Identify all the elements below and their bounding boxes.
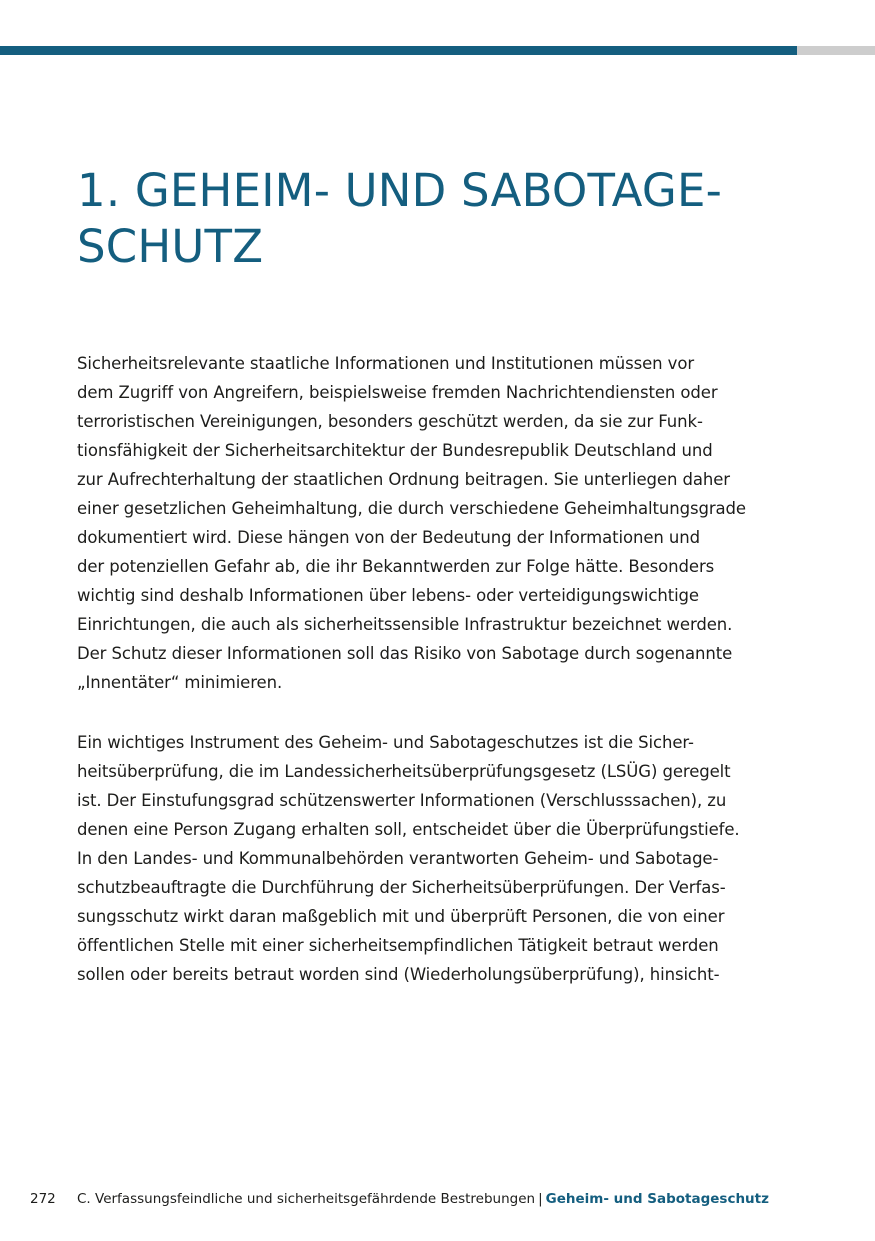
text-line: dokumentiert wird. Diese hängen von der Bedeutung der Informationen und [77, 528, 700, 547]
chapter-title [77, 163, 837, 275]
text-line: In den Landes- und Kommunalbehörden verantworten Geheim- und Sabotage- [77, 849, 719, 868]
text-line: einer gesetzlichen Geheimhaltung, die durch verschiedene Geheimhaltungsgrade [77, 499, 746, 518]
footer-section-path: C. Verfassungsfeindliche und sicherheitsgefährdende Bestrebungen [77, 1191, 536, 1207]
text-line: Einrichtungen, die auch als sicherheitssensible Infrastruktur bezeichnet werden. [77, 615, 733, 634]
text-line: terroristischen Vereinigungen, besonders geschützt werden, da sie zur Funk- [77, 412, 703, 431]
text-line: zur Aufrechterhaltung der staatlichen Ordnung beitragen. Sie unterliegen daher [77, 470, 730, 489]
text-line: sungsschutz wirkt daran maßgeblich mit und überprüft Personen, die von einer [77, 907, 725, 926]
running-footer [77, 1187, 769, 1211]
footer-separator: | [538, 1191, 543, 1207]
text-line: wichtig sind deshalb Informationen über lebens- oder verteidigungswichtige [77, 586, 699, 605]
header-rule-end [797, 46, 875, 55]
text-line: Ein wichtiges Instrument des Geheim- und Sabotageschutzes ist die Sicher- [77, 733, 694, 752]
body-paragraph [77, 349, 817, 697]
text-line: „Innentäter“ minimieren. [77, 673, 283, 692]
page-number: 272 [30, 1191, 56, 1207]
header-rule [0, 46, 797, 55]
text-line: heitsüberprüfung, die im Landessicherheitsüberprüfungsgesetz (LSÜG) geregelt [77, 762, 731, 781]
text-line: denen eine Person Zugang erhalten soll, entscheidet über die Überprüfungstiefe. [77, 820, 740, 839]
text-line: der potenziellen Gefahr ab, die ihr Bekanntwerden zur Folge hätte. Besonders [77, 557, 715, 576]
chapter-title-line: 1. GEHEIM- UND SABOTAGE- [77, 164, 723, 217]
body-paragraph [77, 728, 817, 989]
chapter-title-line: SCHUTZ [77, 220, 264, 273]
footer-current-section: Geheim- und Sabotageschutz [545, 1191, 769, 1207]
text-line: sollen oder bereits betraut worden sind (Wiederholungsüberprüfung), hinsicht- [77, 965, 720, 984]
text-line: tionsfähigkeit der Sicherheitsarchitektur der Bundesrepublik Deutschland und [77, 441, 713, 460]
text-line: ist. Der Einstufungsgrad schützenswerter Informationen (Verschlusssachen), zu [77, 791, 727, 810]
text-line: dem Zugriff von Angreifern, beispielsweise fremden Nachrichtendiensten oder [77, 383, 718, 402]
text-line: schutzbeauftragte die Durchführung der Sicherheitsüberprüfungen. Der Verfas- [77, 878, 726, 897]
text-line: Der Schutz dieser Informationen soll das Risiko von Sabotage durch sogenannte [77, 644, 733, 663]
text-line: Sicherheitsrelevante staatliche Informationen und Institutionen müssen vor [77, 354, 695, 373]
text-line: öffentlichen Stelle mit einer sicherheitsempfindlichen Tätigkeit betraut werden [77, 936, 719, 955]
page-footer [0, 1187, 875, 1211]
